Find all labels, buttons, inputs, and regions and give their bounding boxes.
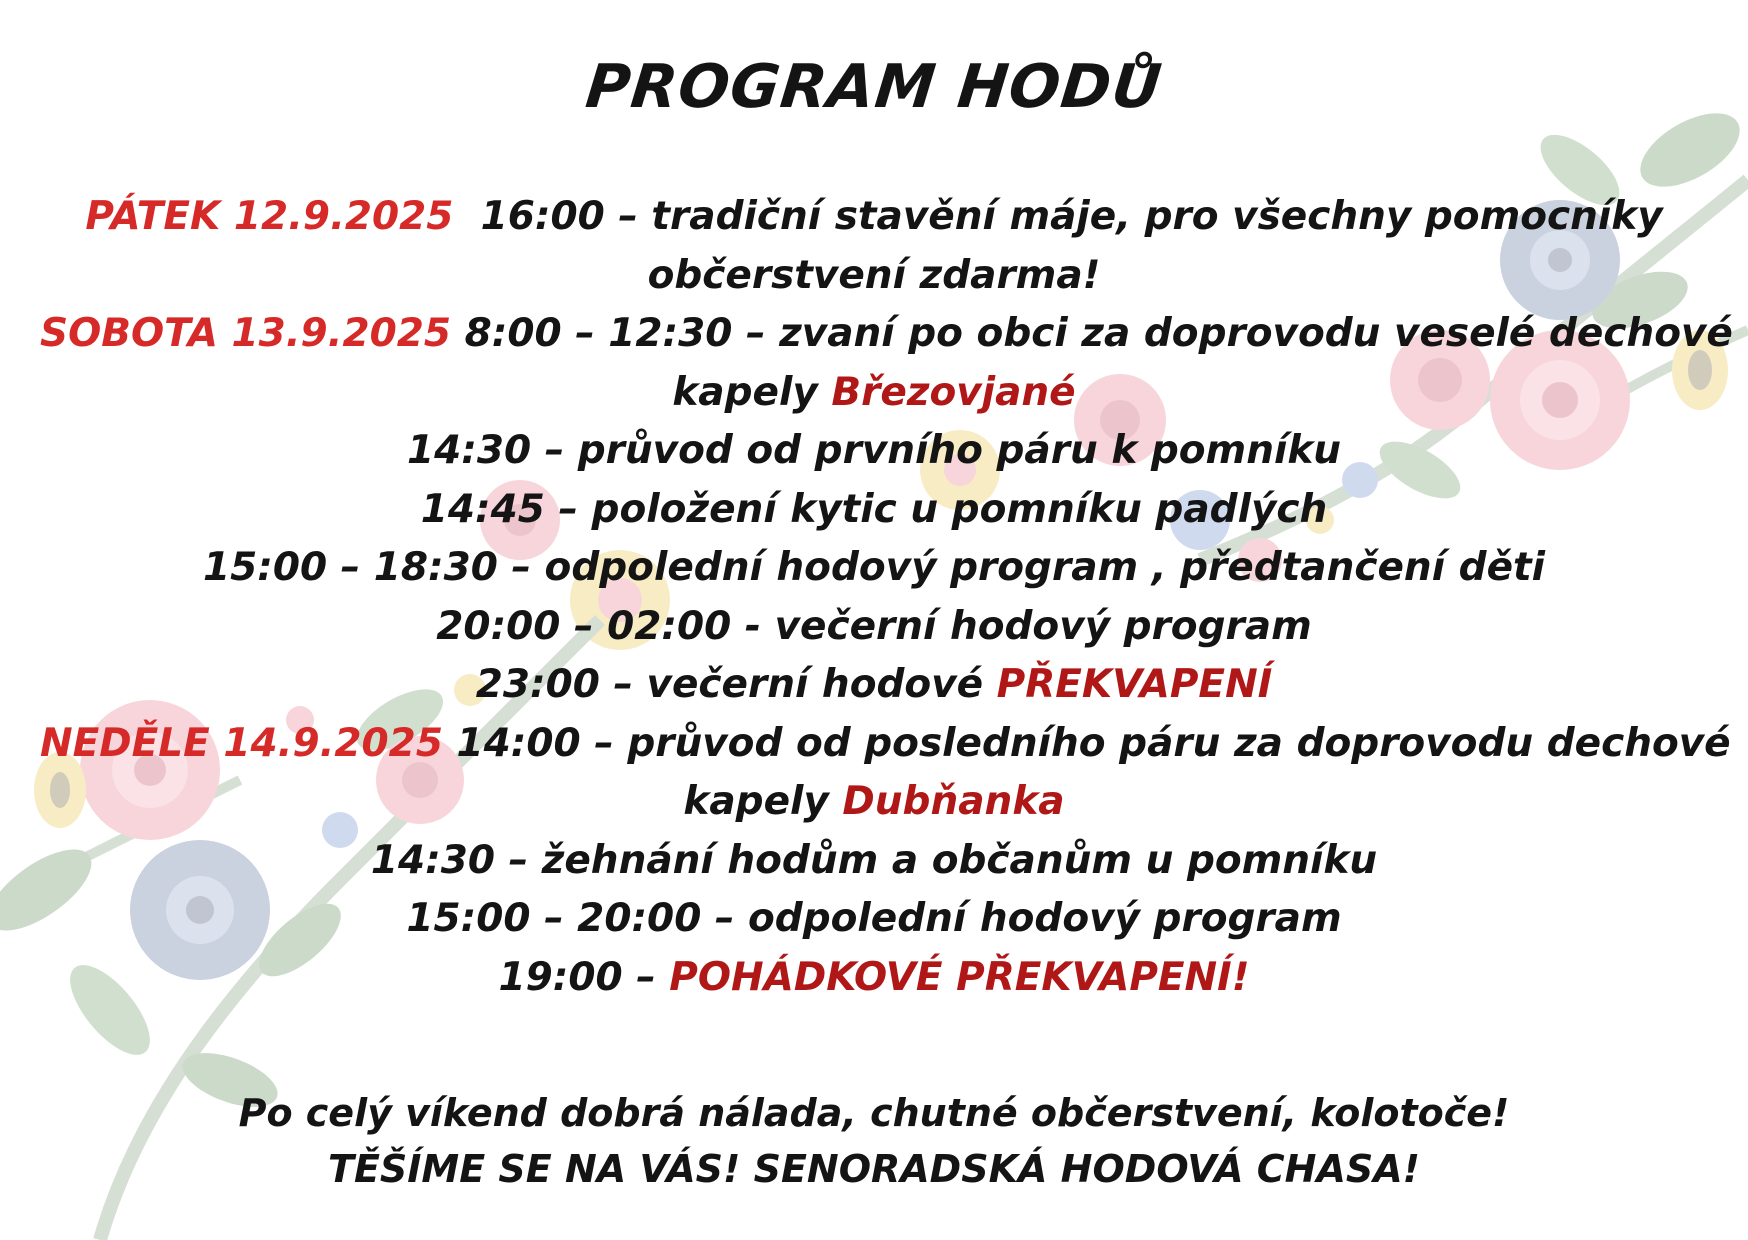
sunday-surprise: POHÁDKOVÉ PŘEKVAPENÍ! [669, 954, 1250, 1000]
saturday-surprise-prefix: 23:00 – večerní hodové [475, 662, 984, 707]
saturday-date: SOBOTA 13.9.2025 [40, 311, 452, 356]
sunday-surprise-line [40, 949, 1708, 1008]
footer-line-2: TĚŠÍME SE NA VÁS! SENORADSKÁ HODOVÁ CHASA! [328, 1147, 1420, 1191]
footer-line-1: Po celý víkend dobrá nálada, chutné občerstvení, kolotoče! [238, 1091, 1510, 1135]
sunday-date: NEDĚLE 14.9.2025 [40, 720, 443, 766]
sunday-band-prefix: kapely [683, 779, 829, 824]
list-item: 14:30 – průvod od prvního páru k pomníku [406, 428, 1342, 473]
footer [40, 1085, 1708, 1197]
saturday-band-name: Březovjané [831, 369, 1076, 415]
saturday-surprise-line [40, 656, 1708, 715]
list-item: 15:00 – 20:00 – odpolední hodový program [406, 896, 1342, 941]
saturday-surprise: PŘEKVAPENÍ [996, 662, 1273, 707]
saturday-line [40, 305, 1733, 364]
saturday-band-prefix: kapely [672, 369, 818, 415]
program-list [40, 188, 1733, 1007]
list-item: 15:00 – 18:30 – odpolední hodový program , předtančení děti [202, 545, 1546, 590]
page-title: PROGRAM HODŮ [582, 52, 1166, 122]
list-item: 20:00 – 02:00 - večerní hodový program [436, 603, 1312, 649]
saturday-text: 8:00 – 12:30 – zvaní po obci za doprovodu veselé dechové [464, 311, 1733, 356]
sunday-text: 14:00 – průvod od posledního páru za doprovodu dechové [456, 720, 1731, 766]
friday-text: 16:00 – tradiční stavění máje, pro všechny pomocníky [480, 194, 1663, 239]
friday-line-2: občerstvení zdarma! [647, 252, 1101, 298]
sunday-band-name: Dubňanka [842, 779, 1065, 824]
saturday-band-line [40, 364, 1708, 423]
sunday-band-line [40, 773, 1708, 832]
list-item: 14:30 – žehnání hodům a občanům u pomníku [370, 837, 1378, 883]
friday-date: PÁTEK 12.9.2025 [85, 194, 454, 239]
sunday-line [40, 715, 1731, 774]
sunday-surprise-prefix: 19:00 – [498, 954, 656, 1000]
friday-line [40, 188, 1708, 247]
list-item: 14:45 – položení kytic u pomníku padlých [420, 486, 1328, 532]
